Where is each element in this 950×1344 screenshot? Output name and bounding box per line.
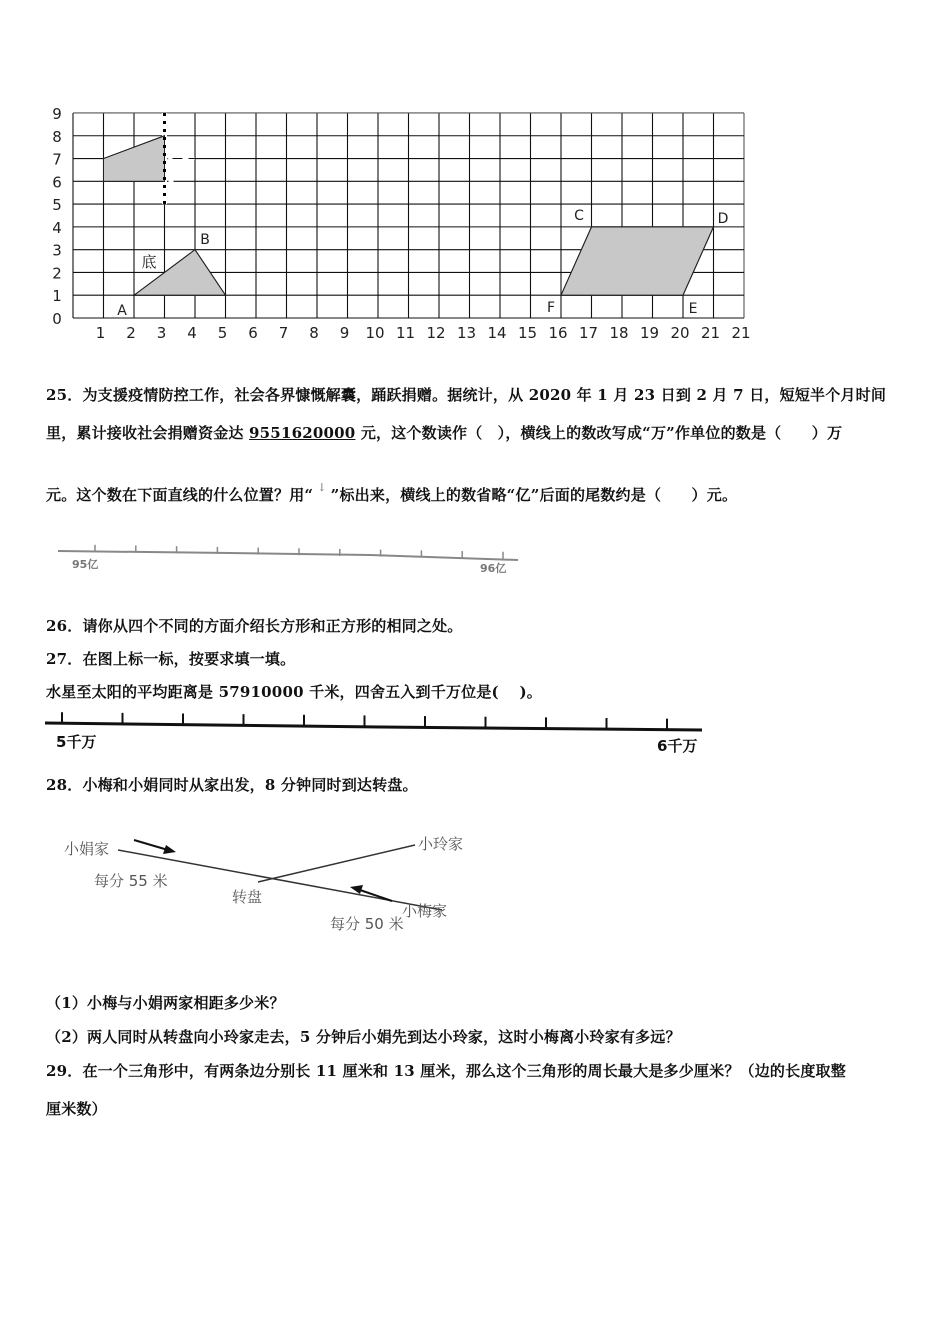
y-axis-label: 6 [52, 173, 62, 192]
vertex-f-label: F [546, 300, 556, 316]
q25-line2-prefix: 里，累计接收社会捐赠资金达 [46, 424, 250, 442]
q29-line2: 厘米数） [46, 1100, 107, 1118]
x-axis-label: 4 [187, 324, 197, 342]
q25-donation-amount: 9551620000 [249, 424, 356, 442]
x-axis-label: 17 [578, 324, 599, 342]
base-label: 底 [141, 253, 157, 271]
x-axis-label: 10 [365, 324, 385, 342]
left-arrow-icon [350, 885, 392, 901]
ling-home-label: 小玲家 [418, 835, 464, 853]
juan-home-label: 小娟家 [64, 840, 110, 858]
q27-start-label: 5千万 [56, 733, 97, 751]
x-axis-label: 19 [639, 324, 660, 342]
x-axis-label: 13 [456, 324, 477, 342]
q25-line3 [46, 481, 738, 507]
coordinate-grid-figure [0, 95, 950, 355]
vertex-c-label: C [574, 208, 584, 224]
vertex-e-label: E [688, 301, 698, 317]
q25-end-label: 96亿 [480, 562, 507, 575]
x-axis-label: 6 [248, 324, 258, 342]
q28-sub2: （2）两人同时从转盘向小玲家走去，5 分钟后小娟先到达小玲家，这时小梅离小玲家有多远？ [46, 1028, 681, 1046]
q25-line2 [46, 423, 842, 443]
q25-line1 [46, 385, 886, 405]
x-axis-label: 8 [309, 324, 319, 342]
x-axis-label: 11 [395, 324, 416, 342]
y-axis-label: 1 [52, 287, 62, 306]
y-axis-label: 5 [52, 196, 62, 215]
y-axis-label: 8 [52, 127, 62, 146]
x-axis-label: 20 [670, 324, 690, 342]
q25-line3-prefix: 元。这个数在下面直线的什么位置？用“ [46, 486, 314, 504]
q27-text: 水星至太阳的平均距离是 57910000 千米，四舍五入到千万位是( )。 [46, 683, 542, 701]
y-axis-label: 4 [52, 218, 62, 237]
x-axis-label: 15 [517, 324, 538, 342]
x-axis-label: 21 [731, 324, 751, 342]
q26-text: 26．请你从四个不同的方面介绍长方形和正方形的相同之处。 [46, 617, 463, 635]
vertex-a-label: A [117, 303, 127, 319]
x-axis-label: 14 [487, 324, 507, 342]
q27-number-line [40, 708, 720, 758]
q25-line2-suffix: 元，这个数读作（ ），横线上的数改写成“万”作单位的数是（ ）万 [355, 424, 843, 442]
juan-speed-label: 每分 55 米 [94, 872, 168, 890]
q25-line3-suffix: ”标出来，横线上的数省略“亿”后面的尾数约是（ ）元。 [330, 486, 738, 504]
q25-number-line [50, 535, 530, 585]
q25-line1-text: 25．为支援疫情防控工作，社会各界慷慨解囊，踊跃捐赠。据统计，从 2020 年 1 月 23 日到 2 月 7 日，短短半个月时间 [46, 386, 887, 404]
y-axis-label: 9 [52, 104, 62, 123]
mei-speed-label: 每分 50 米 [330, 915, 404, 933]
x-axis-label: 21 [700, 324, 721, 342]
x-axis-label: 5 [217, 324, 228, 342]
down-arrow-icon: ↓ [317, 481, 327, 494]
q28-text: 28．小梅和小娟同时从家出发，8 分钟同时到达转盘。 [46, 776, 418, 794]
y-axis-label: 0 [52, 310, 62, 328]
x-axis-label: 2 [126, 324, 136, 342]
vertex-b-label: B [200, 232, 210, 248]
x-axis-label: 7 [278, 324, 289, 342]
q27-end-label: 6千万 [657, 737, 698, 755]
x-axis-label: 18 [609, 324, 629, 342]
q27-title: 27．在图上标一标，按要求填一填。 [46, 650, 296, 668]
mei-home-label: 小梅家 [402, 902, 448, 920]
roundabout-label: 转盘 [232, 888, 263, 906]
x-axis-label: 1 [95, 324, 106, 342]
q29-line1: 29．在一个三角形中，有两条边分别长 11 厘米和 13 厘米，那么这个三角形的周长最大是多少厘米？（边的长度取整 [46, 1062, 846, 1080]
q28-sub1: （1）小梅与小娟两家相距多少米？ [46, 994, 285, 1012]
right-arrow-icon [134, 840, 176, 854]
q28-route-diagram [50, 820, 490, 950]
x-axis-label: 9 [339, 324, 350, 342]
y-axis-label: 7 [52, 150, 62, 169]
vertex-d-label: D [717, 211, 729, 227]
q25-start-label: 95亿 [72, 558, 99, 571]
y-axis-label: 2 [52, 264, 62, 283]
x-axis-label: 16 [548, 324, 568, 342]
y-axis-label: 3 [52, 241, 62, 260]
x-axis-label: 12 [426, 324, 446, 342]
x-axis-label: 3 [156, 324, 167, 342]
shape-3-parallelogram [561, 227, 714, 295]
